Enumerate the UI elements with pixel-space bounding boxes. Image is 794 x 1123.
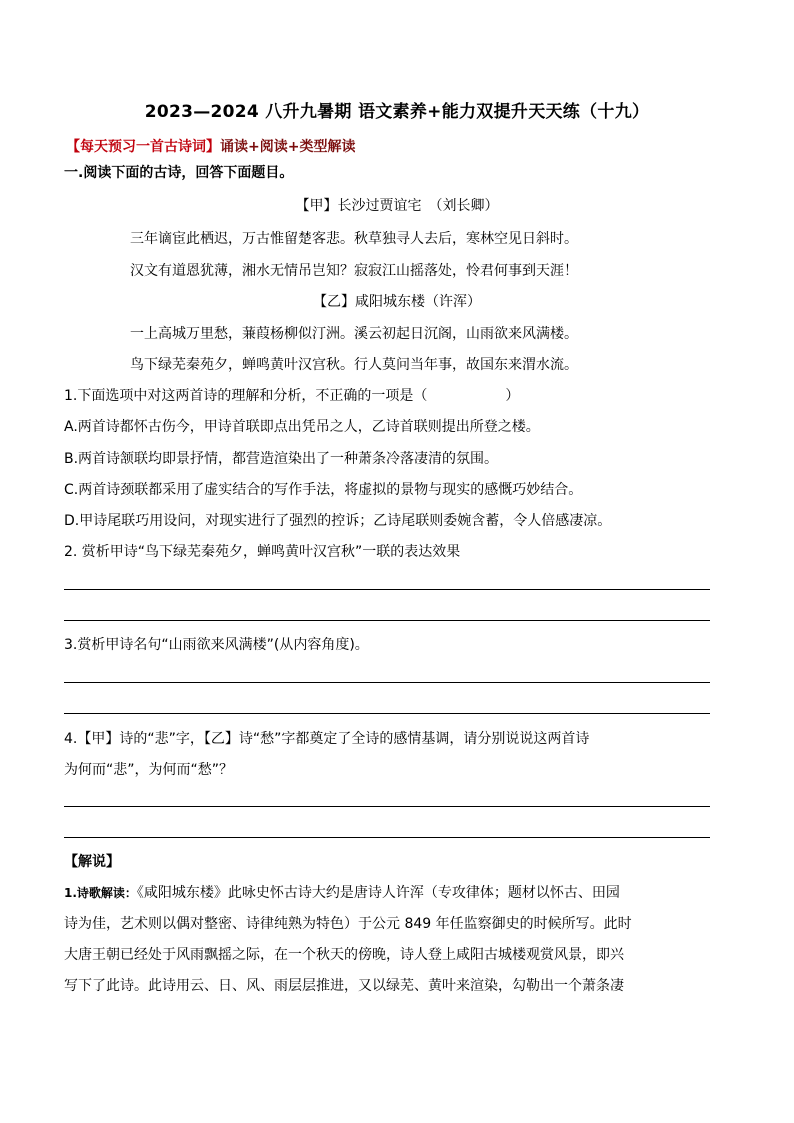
poem-b-heading: 【乙】咸阳城东楼（许浑）: [313, 294, 481, 310]
answer-line[interactable]: [64, 620, 710, 621]
tag-dark-text: 诵读+阅读+类型解读: [220, 139, 356, 155]
poem-b-line: 一上高城万里愁，蒹葭杨柳似汀洲。溪云初起日沉阁，山雨欲来风满楼。: [130, 326, 578, 342]
answer-line[interactable]: [64, 589, 710, 590]
explanation-heading: 【解说】: [64, 854, 120, 870]
question-1-text: 1.下面选项中对这两首诗的理解和分析，不正确的一项是（: [64, 388, 428, 404]
answer-line[interactable]: [64, 837, 710, 838]
question-2: 2. 赏析甲诗“鸟下绿芜秦苑夕，蝉鸣黄叶汉宫秋”一联的表达效果: [64, 544, 461, 560]
question-1-stem: [64, 387, 519, 405]
explanation-line: 大唐王朝已经处于风雨飘摇之际，在一个秋天的傍晚，诗人登上咸阳古城楼观赏风景，即兴: [64, 947, 624, 963]
poem-a-line: 三年谪宦此栖迟，万古惟留楚客悲。秋草独寻人去后，寒林空见日斜时。: [130, 231, 578, 247]
explanation-text: 《咸阳城东楼》此咏史怀古诗大约是唐诗人许浑（专攻律体；题材以怀古、田园: [136, 885, 620, 901]
option-a: A.两首诗都怀古伤今，甲诗首联即点出凭吊之人，乙诗首联则提出所登之楼。: [64, 419, 540, 435]
option-d: D.甲诗尾联巧用设问，对现实进行了强烈的控诉；乙诗尾联则委婉含蓄，令人倍感凄凉。: [64, 513, 612, 529]
poem-a-heading: 【甲】长沙过贾谊宅 （刘长卿）: [295, 198, 499, 214]
poem-a-line: 汉文有道恩犹薄，湘水无情吊岂知？寂寂江山摇落处，怜君何事到天涯！: [130, 263, 578, 279]
answer-line[interactable]: [64, 806, 710, 807]
explanation-line: 诗为佳，艺术则以偶对整密、诗律纯熟为特色）于公元 849 年任监察御史的时候所写。此时: [64, 916, 632, 932]
page-title: 2023—2024 八升九暑期 语文素养+能力双提升天天练（十九）: [144, 102, 650, 122]
question-4-line2: 为何而“悲”，为何而“愁”？: [64, 762, 234, 778]
answer-line[interactable]: [64, 713, 710, 714]
option-b: B.两首诗颔联均即景抒情，都营造渲染出了一种萧条冷落凄清的氛围。: [64, 451, 499, 467]
poem-b-line: 鸟下绿芜秦苑夕，蝉鸣黄叶汉宫秋。行人莫问当年事，故国东来渭水流。: [130, 357, 578, 373]
question-3: 3.赏析甲诗名句“山雨欲来风满楼”(从内容角度)。: [64, 637, 369, 653]
explanation-lead: 1.诗歌解读：: [64, 886, 137, 900]
section-heading: 一.阅读下面的古诗，回答下面题目。: [64, 165, 294, 181]
question-4-line1: 4.【甲】诗的“悲”字，【乙】诗“愁”字都奠定了全诗的感情基调，请分别说说这两首诗: [64, 731, 590, 747]
explanation-line: [64, 884, 620, 902]
question-1-bracket-end: ）: [505, 388, 520, 404]
answer-line[interactable]: [64, 682, 710, 683]
tag-red-text: 【每天预习一首古诗词】: [66, 139, 220, 155]
explanation-line: 写下了此诗。此诗用云、日、风、雨层层推进，又以绿芜、黄叶来渲染，勾勒出一个萧条凄: [64, 978, 624, 994]
daily-preview-tag: [66, 136, 355, 156]
option-c: C.两首诗颈联都采用了虚实结合的写作手法，将虚拟的景物与现实的感慨巧妙结合。: [64, 482, 583, 498]
